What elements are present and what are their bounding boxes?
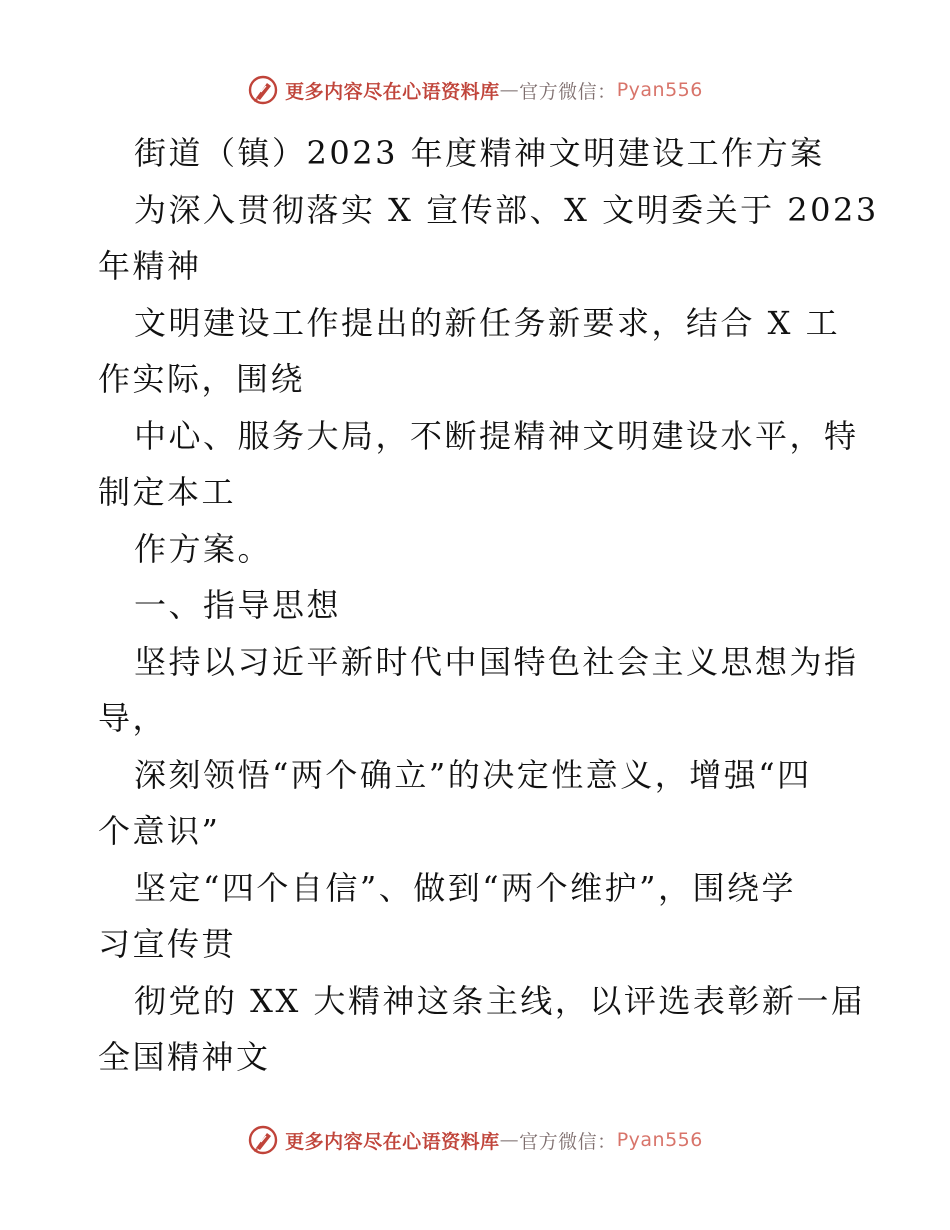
document-line: 为深入贯彻落实 X 宣传部、X 文明委关于 2023 [134,190,879,229]
document-line: 制定本工 [98,473,237,511]
section-heading: 一、指导思想 [134,586,342,624]
quill-pen-logo-icon [247,74,279,106]
watermark-brand: 更多内容尽在心语资料库 [285,1130,500,1153]
document-title: 街道（镇）2023 年度精神文明建设工作方案 [134,134,825,172]
document-line: 中心、服务大局，不断提精神文明建设水平，特 [134,416,859,455]
document-line: 全国精神文 [98,1038,271,1076]
document-line: 作方案。 [134,529,273,568]
footer-watermark [0,1122,950,1158]
document-line: 彻党的 XX 大精神这条主线，以评选表彰新一届 [134,981,866,1020]
document-line: 习宣传贯 [98,925,237,963]
document-line: 坚持以习近平新时代中国特色社会主义思想为指 [134,642,859,681]
document-line: 导， [98,699,168,737]
document-body [98,125,879,1086]
document-line: 深刻领悟“两个确立”的决定性意义，增强“四 [134,755,812,794]
document-line: 作实际，围绕 [98,360,306,398]
watermark-label: 官方微信： [519,80,617,103]
watermark-separator: — [499,79,520,101]
watermark-separator: — [499,1129,520,1151]
document-line: 个意识” [98,812,221,850]
header-watermark [0,72,950,108]
document-line: 年精神 [98,247,202,285]
watermark-brand: 更多内容尽在心语资料库 [285,80,500,103]
document-line: 文明建设工作提出的新任务新要求，结合 X 工 [134,303,841,342]
watermark-wechat-id: Pyan556 [616,79,703,101]
document-line: 坚定“四个自信”、做到“两个维护”，围绕学 [134,868,796,907]
quill-pen-logo-icon [247,1124,279,1156]
watermark-label: 官方微信： [519,1130,617,1153]
watermark-wechat-id: Pyan556 [616,1129,703,1151]
